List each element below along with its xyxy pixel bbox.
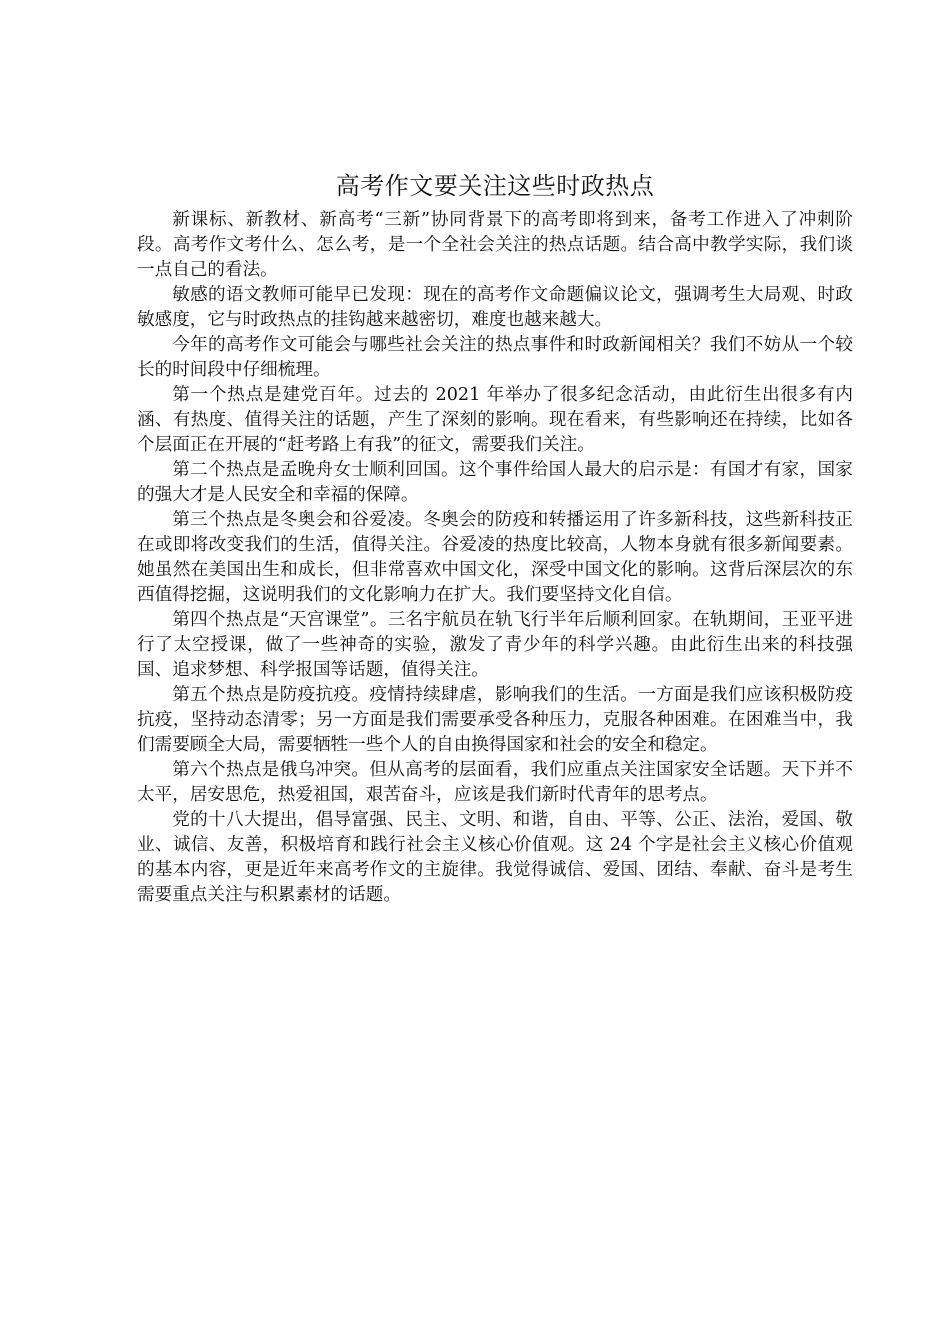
paragraph-hotspot-3: 第三个热点是冬奥会和谷爱凌。冬奥会的防疫和转播运用了许多新科技，这些新科技正在或即将改变我们的生活，值得关注。谷爱凌的热度比较高，人物本身就有很多新闻要素。她虽然在美国出生和成长，但非常喜欢中国文化，深受中国文化的影响。这背后深层次的东西值得挖掘，这说明我们的文化影响力在扩大。我们要坚持文化自信。 xyxy=(137,510,853,605)
paragraph-hotspot-1: 第一个热点是建党百年。过去的 2021 年举办了很多纪念活动，由此衍生出很多有内涵、有热度、值得关注的话题，产生了深刻的影响。现在看来，有些影响还在持续，比如各个层面正在开展的“赶考路上有我”的征文，需要我们关注。 xyxy=(137,385,853,455)
paragraph-hotspot-5: 第五个热点是防疫抗疫。疫情持续肆虐，影响我们的生活。一方面是我们应该积极防疫抗疫，坚持动态清零；另一方面是我们需要承受各种压力，克服各种困难。在困难当中，我们需要顾全大局，需要牺牲一些个人的自由换得国家和社会的安全和稳定。 xyxy=(137,685,853,755)
paragraph-hotspot-2: 第二个热点是孟晚舟女士顺利回国。这个事件给国人最大的启示是：有国才有家，国家的强大才是人民安全和幸福的保障。 xyxy=(137,460,853,505)
document-body xyxy=(137,166,853,908)
paragraph-observation: 敏感的语文教师可能早已发现：现在的高考作文命题偏议论文，强调考生大局观、时政敏感度，它与时政热点的挂钩越来越密切，难度也越来越大。 xyxy=(137,285,853,330)
paragraph-conclusion: 党的十八大提出，倡导富强、民主、文明、和谐，自由、平等、公正、法治，爱国、敬业、诚信、友善，积极培育和践行社会主义核心价值观。这 24 个字是社会主义核心价值观的基本内容，更是近年来高考作文的主旋律。我觉得诚信、爱国、团结、奉献、奋斗是考生需要重点关注与积累素材的话题。 xyxy=(137,810,853,905)
document-title: 高考作文要关注这些时政热点 xyxy=(335,172,655,200)
paragraph-hotspot-4: 第四个热点是“天宫课堂”。三名宇航员在轨飞行半年后顺利回家。在轨期间，王亚平进行了太空授课，做了一些神奇的实验，激发了青少年的科学兴趣。由此衍生出来的科技强国、追求梦想、科学报国等话题，值得关注。 xyxy=(137,610,853,680)
paragraph-hotspot-6: 第六个热点是俄乌冲突。但从高考的层面看，我们应重点关注国家安全话题。天下并不太平，居安思危，热爱祖国，艰苦奋斗，应该是我们新时代青年的思考点。 xyxy=(137,760,853,805)
paragraph-question: 今年的高考作文可能会与哪些社会关注的热点事件和时政新闻相关？我们不妨从一个较长的时间段中仔细梳理。 xyxy=(137,335,853,380)
paragraph-intro: 新课标、新教材、新高考“三新”协同背景下的高考即将到来，备考工作进入了冲刺阶段。高考作文考什么、怎么考，是一个全社会关注的热点话题。结合高中教学实际，我们谈一点自己的看法。 xyxy=(137,210,853,280)
